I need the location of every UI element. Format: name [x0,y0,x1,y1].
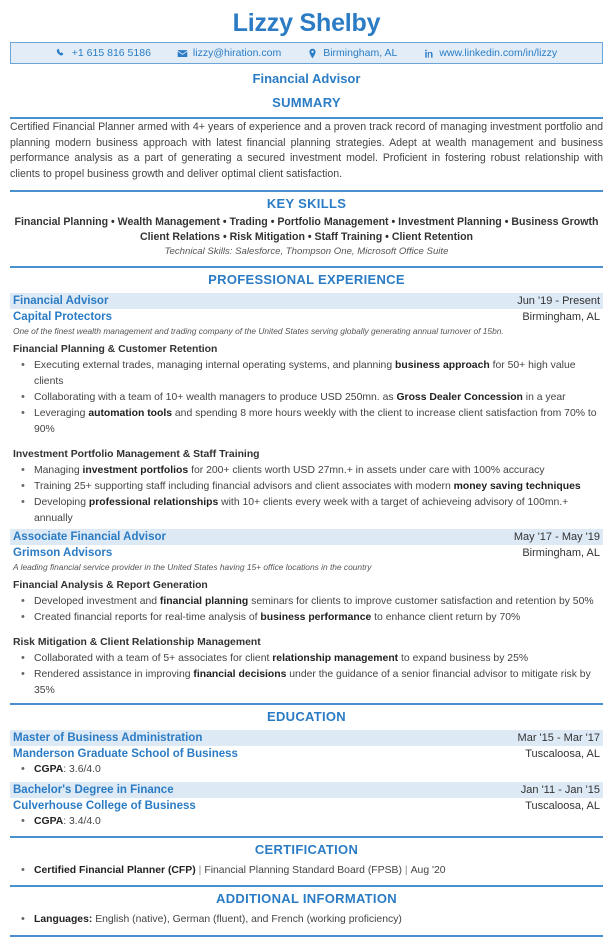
education-location: Tuscaloosa, AL [525,748,600,760]
additional-information-list [10,910,603,930]
education-gpa-label: CGPA [34,764,64,775]
section-title-experience: PROFESSIONAL EXPERIENCE [208,272,405,287]
job-description: A leading financial service provider in the United States having 15+ office locations in the country [13,562,372,572]
job-bullet [13,495,600,527]
job-dates: May '17 - May '19 [513,531,600,543]
certification-name: Certified Financial Planner (CFP) [34,865,196,876]
education-detail-list [10,812,603,832]
section-title-certification: CERTIFICATION [254,842,359,857]
education-location: Tuscaloosa, AL [525,800,600,812]
section-experience [10,266,603,699]
bullet-post: in a year [522,392,566,403]
job-company: Grimson Advisors [13,547,113,559]
bullet-pre: Developed investment and [34,596,160,607]
bullet-pre: Managing [34,465,83,476]
bullet-pre: Rendered assistance in improving [34,669,194,680]
bullet-bold: relationship management [272,653,399,664]
bullet-bold: automation tools [88,408,173,419]
education-school: Manderson Graduate School of Business [13,748,238,760]
education-gpa-value: : 3.6/4.0 [63,764,101,775]
bullet-post: to enhance client return by 70% [371,612,521,623]
job-location: Birmingham, AL [522,547,600,559]
certification-list [10,861,603,881]
education-school-row [10,798,603,812]
bullet-post: for 50+ high value clients [34,360,576,387]
contact-email-value: lizzy@hiration.com [192,47,282,59]
bullet-bold: investment portfolios [82,465,189,476]
job-bullet-list [10,651,603,699]
job-company-row [10,545,603,559]
job-bullet [13,610,600,626]
job-bullet [13,651,600,667]
job-bullet [13,358,600,390]
bullet-bold: business approach [395,360,490,371]
job-bullet [13,594,600,610]
summary-text: Certified Financial Planner armed with 4+ years of experience and a proven track record of managing investment portfolio and planning modern business approach with latest financial planning strategies. Adept at wealth management and business performance analysis as a part of generating a secured investment model. Proficient in fostering robust relationship with clients to propel business growth and deliver optimal client satisfaction. [10,121,603,180]
education-gpa [13,814,600,830]
certification-item [13,863,600,879]
phone-icon [56,48,67,59]
section-title-additional-information: ADDITIONAL INFORMATION [216,891,397,906]
education-degree: Bachelor's Degree in Finance [13,784,174,796]
education-entry [10,730,603,780]
job-company-row [10,309,603,323]
bullet-pre: Executing external trades, managing internal operating systems, and planning [34,360,396,371]
bullet-pre: Collaborated with a team of 5+ associates for client [34,653,273,664]
education-gpa [13,762,600,778]
job-description: One of the finest wealth management and trading company of the United States serving globally generating annual turnover of 15bn. [13,326,504,336]
bullet-bold: financial decisions [193,669,287,680]
contact-phone[interactable] [43,47,164,59]
job-bullet [13,479,600,495]
job-bullet-list [10,594,603,626]
section-certification [10,836,603,881]
job-group-heading: Financial Analysis & Report Generation [13,580,208,591]
contact-phone-value: +1 615 816 5186 [71,47,151,59]
bullet-bold: Gross Dealer Concession [396,392,523,403]
section-key-skills [10,190,603,262]
job-bullet-list [10,358,603,438]
education-gpa-value: : 3.4/4.0 [63,816,101,827]
job-group-heading: Financial Planning & Customer Retention [13,344,218,355]
location-pin-icon [307,48,318,59]
technical-skills: Technical Skills: Salesforce, Thompson One, Microsoft Office Suite [164,246,449,257]
key-skills-line-2: Client Relations • Risk Mitigation • Staff Training • Client Retention [139,231,474,243]
bullet-bold: money saving techniques [453,481,581,492]
section-title-summary: SUMMARY [272,95,341,110]
bullet-post: with 10+ clients every week with a target of achieveing advisory of 100mn.+ annually [34,497,569,524]
candidate-name: Lizzy Shelby [232,9,381,37]
section-education [10,703,603,832]
key-skills-line-1: Financial Planning • Wealth Management • Trading • Portfolio Management • Investment Planning • Business Growth [14,216,599,228]
certification-issuer: Financial Planning Standard Board (FPSB) [204,865,402,876]
languages-value: English (native), German (fluent), and French (working proficiency) [92,914,402,925]
job-dates: Jun '19 - Present [517,295,600,307]
job-role: Associate Financial Advisor [13,531,166,543]
bullet-pre: Training 25+ supporting staff including financial advisors and client associates with modern [34,481,454,492]
bullet-bold: business performance [260,612,372,623]
bullet-pre: Created financial reports for real-time analysis of [34,612,261,623]
experience-entry [10,293,603,527]
bullet-bold: financial planning [159,596,249,607]
section-additional-information [10,885,603,937]
education-dates: Jan '11 - Jan '15 [520,784,600,796]
education-entry [10,782,603,832]
section-title-education: EDUCATION [266,709,346,724]
languages-label: Languages: [34,914,93,925]
job-bullet [13,406,600,438]
bullet-pre: Collaborating with a team of 10+ wealth managers to produce USD 250mn. as [34,392,397,403]
separator: | [404,865,408,876]
candidate-headline: Financial Advisor [252,71,361,86]
job-title-row [10,529,603,545]
bullet-post: for 200+ clients worth USD 27mn.+ in assets under care with 100% accuracy [188,465,545,476]
job-bullet [13,667,600,699]
contact-linkedin[interactable] [410,47,570,59]
education-gpa-label: CGPA [34,816,64,827]
email-icon [177,48,188,59]
section-title-key-skills: KEY SKILLS [266,196,347,211]
certification-date: Aug '20 [410,865,446,876]
job-role: Financial Advisor [13,295,109,307]
section-summary [10,91,603,186]
job-bullet [13,463,600,479]
contact-bar [10,42,603,64]
job-group-heading: Investment Portfolio Management & Staff Training [13,449,260,460]
education-school-row [10,746,603,760]
contact-email[interactable] [164,47,294,59]
linkedin-icon [423,48,434,59]
education-detail-list [10,760,603,780]
job-bullet-list [10,463,603,527]
education-school: Culverhouse College of Business [13,800,196,812]
additional-information-item [13,912,600,928]
job-location: Birmingham, AL [522,311,600,323]
resume-header [10,8,603,87]
contact-location[interactable] [294,47,410,59]
separator: | [198,865,202,876]
education-degree-row [10,730,603,746]
bullet-post: to expand business by 25% [398,653,529,664]
bullet-pre: Leveraging [34,408,89,419]
bullet-post: seminars for clients to improve customer satisfaction and retention by 50% [248,596,594,607]
job-bullet [13,390,600,406]
experience-entry [10,529,603,699]
education-dates: Mar '15 - Mar '17 [517,732,600,744]
bullet-pre: Developing [34,497,89,508]
contact-location-value: Birmingham, AL [323,47,398,59]
job-company: Capital Protectors [13,311,113,323]
job-title-row [10,293,603,309]
contact-linkedin-value[interactable]: www.linkedin.com/in/lizzy [439,47,558,59]
education-degree: Master of Business Administration [13,732,203,744]
education-degree-row [10,782,603,798]
job-group-heading: Risk Mitigation & Client Relationship Management [13,637,261,648]
bullet-post: and spending 8 more hours weekly with the client to increase client satisfaction from 70% to 90% [34,408,597,435]
bullet-bold: professional relationships [88,497,219,508]
bullet-post: under the guidance of a senior financial advisor to mitigate risk by 35% [34,669,591,696]
